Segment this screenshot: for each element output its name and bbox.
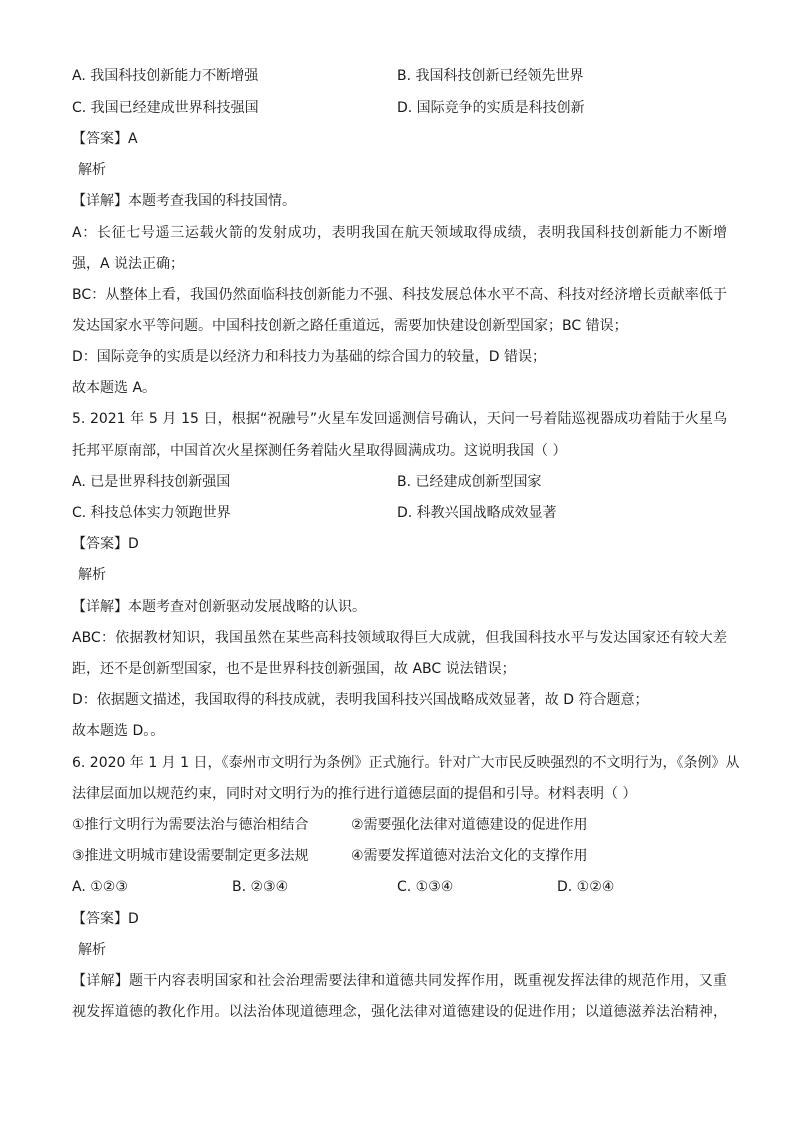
q5-option-d: D. 科教兴国战略成效显著	[397, 505, 557, 521]
q6-stem-line: 法律层面加以规范约束，同时对文明行为的推行进行道德层面的提倡和引导。材料表明（ ）	[72, 786, 637, 802]
q4-explanation-line: A：长征七号遥三运载火箭的发射成功，表明我国在航天领域取得成绩，表明我国科技创新能力不断增	[72, 225, 727, 241]
q5-option-c: C. 科技总体实力领跑世界	[72, 505, 231, 521]
q4-detail-heading: 【详解】本题考查我国的科技国情。	[72, 193, 296, 209]
q4-explanation-line: 发达国家水平等问题。中国科技创新之路任重道远，需要加快建设创新型国家；BC 错误；	[72, 318, 628, 334]
q5-detail-heading: 【详解】本题考查对创新驱动发展战略的认识。	[72, 599, 366, 615]
q4-option-d: D. 国际竞争的实质是科技创新	[397, 100, 585, 116]
q5-option-a: A. 已是世界科技创新强国	[72, 474, 231, 490]
q6-explanation-line: 视发挥道德的教化作用。以法治体现道德理念，强化法律对道德建设的促进作用；以道德滋养法治精神，	[72, 1004, 727, 1020]
q6-option-c: C. ①③④	[397, 879, 454, 895]
q6-option-a: A. ①②③	[72, 879, 128, 895]
q5-analysis-heading: 解析	[78, 567, 106, 583]
q6-stem-line: 6. 2020 年 1 月 1 日，《泰州市文明行为条例》正式施行。针对广大市民反映强烈的不文明行为，《条例》从	[72, 755, 740, 771]
q5-conclusion: 故本题选 D。。	[72, 723, 165, 739]
q5-stem-line: 5. 2021 年 5 月 15 日，根据“祝融号”火星车发回遥测信号确认，天问一号着陆巡视器成功着陆于火星乌	[72, 411, 727, 427]
q4-explanation-line: BC：从整体上看，我国仍然面临科技创新能力不强、科技发展总体水平不高、科技对经济增长贡献率低于	[72, 287, 727, 303]
q6-option-d: D. ①②④	[557, 879, 615, 895]
q6-statement-4: ④需要发挥道德对法治文化的支撑作用	[351, 848, 588, 864]
q6-statement-1: ①推行文明行为需要法治与德治相结合	[72, 817, 309, 833]
q4-option-a: A. 我国科技创新能力不断增强	[72, 68, 259, 84]
q6-explanation-line: 【详解】题干内容表明国家和社会治理需要法律和道德共同发挥作用，既重视发挥法律的规范作用，又重	[72, 973, 727, 989]
q5-explanation-line: ABC：依据教材知识，我国虽然在某些高科技领域取得巨大成就，但我国科技水平与发达国家还有较大差	[72, 630, 727, 646]
q4-analysis-heading: 解析	[78, 162, 106, 178]
q6-option-b: B. ②③④	[232, 879, 289, 895]
q6-statement-3: ③推进文明城市建设需要制定更多法规	[72, 848, 309, 864]
q4-answer: 【答案】A	[72, 131, 138, 147]
q5-explanation-line: 距，还不是创新型国家，也不是世界科技创新强国，故 ABC 说法错误；	[72, 661, 516, 677]
q4-explanation-line: D：国际竞争的实质是以经济力和科技力为基础的综合国力的较量，D 错误；	[72, 349, 547, 365]
q6-analysis-heading: 解析	[78, 942, 106, 958]
q5-explanation-line: D：依据题文描述，我国取得的科技成就，表明我国科技兴国战略成效显著，故 D 符合题意；	[72, 692, 649, 708]
q5-stem-line: 托邦平原南部，中国首次火星探测任务着陆火星取得圆满成功。这说明我国（ ）	[72, 443, 567, 459]
q4-conclusion: 故本题选 A。	[72, 380, 157, 396]
q5-option-b: B. 已经建成创新型国家	[397, 474, 542, 490]
q4-option-c: C. 我国已经建成世界科技强国	[72, 100, 259, 116]
q4-explanation-line: 强，A 说法正确；	[72, 256, 185, 272]
q6-answer: 【答案】D	[72, 911, 139, 927]
q5-answer: 【答案】D	[72, 536, 139, 552]
q4-option-b: B. 我国科技创新已经领先世界	[397, 68, 584, 84]
q6-statement-2: ②需要强化法律对道德建设的促进作用	[351, 817, 588, 833]
